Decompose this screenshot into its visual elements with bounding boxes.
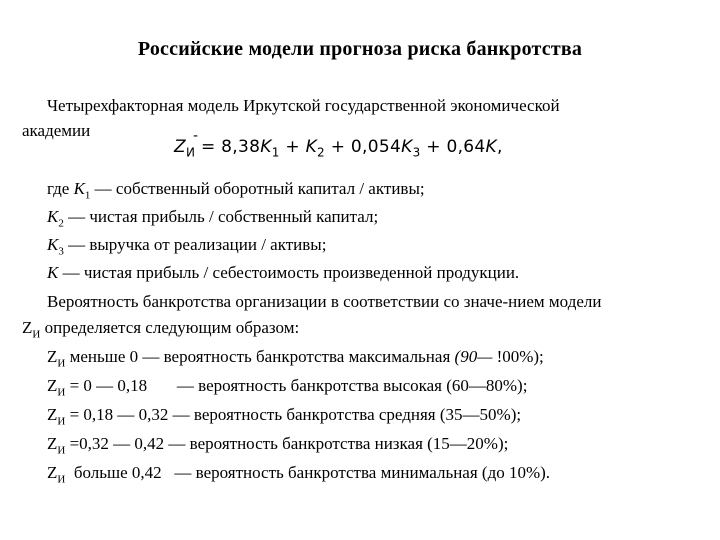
probability-line-2 [22,318,300,341]
range-cond: = 0,18 — 0,32 — вероятность банкротства средняя (35—50%); [65,405,522,424]
definition-sub: 1 [84,189,91,202]
probability-z-sub: И [32,328,41,341]
range-val-italic: (90— [454,347,493,366]
range-z-sub: И [57,357,66,370]
range-row [47,463,551,486]
formula-z-sub: И [185,145,196,160]
definition-sub: 3 [58,245,64,258]
formula-plus2: + 0,054 [324,137,402,157]
formula-zi [174,128,503,160]
range-val: !00%); [492,347,544,366]
formula-plus1: + [279,137,306,157]
range-row [47,347,544,370]
formula-k2: K [305,137,318,157]
range-z: Z [47,434,58,453]
definition-text: — чистая прибыль / себестоимость произведенной продукции. [58,263,520,282]
definition-var: K [47,207,59,226]
range-cond: больше 0,42 — вероятность банкротства минимальная (до 10%). [65,463,551,482]
probability-text: определяется следующим образом: [40,318,300,337]
range-z: Z [47,405,58,424]
formula-end: , [496,137,503,157]
definition-text: — собственный оборотный капитал / активы; [90,179,425,198]
formula-k1-sub: 1 [271,145,280,160]
range-cond: = 0 — 0,18 — вероятность банкротства высокая (60—80%); [65,376,528,395]
range-z-sub: И [57,415,66,428]
range-z: Z [47,376,58,395]
definition-var: K [47,263,59,282]
range-z: Z [47,463,58,482]
intro-line-1: Четырехфакторная модель Иркутской государственной экономической [47,96,560,115]
formula-k3: K [401,137,413,157]
formula-k3-sub: 3 [412,145,421,160]
range-z: Z [47,347,58,366]
slide-title: Российские модели прогноза риска банкротства [137,38,583,60]
definition-text: — выручка от реализации / активы; [63,235,327,254]
range-row [47,405,522,428]
probability-z: Z [22,318,33,337]
range-row [47,434,509,457]
definition-k2 [47,207,379,230]
definition-sub: 2 [58,217,64,230]
intro-line-2: академии [22,121,91,140]
definition-var: K [73,179,85,198]
formula-plus3: + 0,64 [420,137,486,157]
formula-k2-sub: 2 [317,145,325,160]
formula-k: K [485,137,497,157]
definition-k [47,263,519,283]
range-z-sub: И [57,444,66,457]
formula-z: Z [174,137,186,157]
definition-var: K [47,235,59,254]
formula-eq: = 8,38 [195,137,261,157]
range-row [47,376,528,399]
range-z-sub: И [57,473,66,486]
definition-text: — чистая прибыль / собственный капитал; [63,207,379,226]
range-z-sub: И [57,386,66,399]
formula-k1: K [260,137,272,157]
definition-k1 [47,179,425,202]
definition-k3 [47,235,327,258]
range-cond: =0,32 — 0,42 — вероятность банкротства низкая (15—20%); [65,434,509,453]
range-cond: меньше 0 — вероятность банкротства максимальная [65,347,455,366]
definition-pre: где [47,179,74,198]
probability-line-1: Вероятность банкротства организации в соответствии со значе-нием модели [47,292,602,311]
formula-accent: - [193,128,199,144]
